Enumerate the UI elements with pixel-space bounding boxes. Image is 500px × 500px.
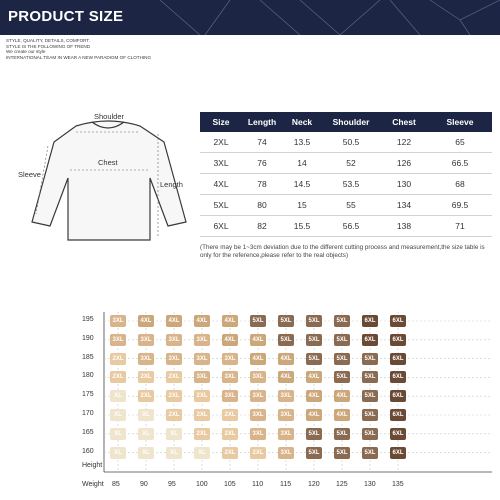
weight-tick-label: 115 (280, 481, 292, 488)
size-cell: XL (110, 409, 126, 421)
height-tick-label: 175 (82, 391, 94, 399)
size-cell: 6XL (390, 447, 406, 459)
cell-length: 74 (257, 137, 267, 147)
size-cell: 3XL (250, 390, 266, 402)
cell-neck: 13.5 (293, 137, 311, 147)
size-cell: 3XL (194, 353, 210, 365)
size-cell: 6XL (390, 334, 406, 346)
header-length: Length (247, 117, 277, 127)
size-cell: 6XL (390, 428, 406, 440)
cell-shoulder: 55 (346, 200, 356, 210)
size-cell: XL (138, 428, 154, 440)
size-cell: 5XL (362, 390, 378, 402)
cell-neck: 14.5 (293, 179, 311, 189)
size-cell: 5XL (334, 428, 350, 440)
height-tick-label: 165 (82, 428, 94, 436)
size-cell: 2XL (110, 371, 126, 383)
height-tick-label: 190 (82, 334, 94, 342)
tagline-line: INTERNATIONAL TEAM IN WEAR A NEW PARADIGM OF CLOTHING (6, 54, 152, 60)
cell-size: 6XL (213, 221, 229, 231)
size-cell: 6XL (390, 371, 406, 383)
cell-shoulder: 50.5 (342, 137, 360, 147)
size-cell: 2XL (250, 447, 266, 459)
size-cell: 3XL (166, 353, 182, 365)
weight-tick-label: 100 (196, 481, 208, 488)
page-title: PRODUCT SIZE (8, 6, 128, 28)
size-cell: 3XL (278, 409, 294, 421)
cell-length: 78 (257, 179, 267, 189)
size-cell: 5XL (250, 315, 266, 327)
size-cell: 6XL (362, 315, 378, 327)
size-cell: 5XL (362, 428, 378, 440)
size-cell: XL (166, 428, 182, 440)
size-cell: 4XL (306, 390, 322, 402)
size-cell: 5XL (306, 447, 322, 459)
size-cell: 6XL (390, 315, 406, 327)
cell-sleeve: 68 (455, 179, 465, 189)
size-cell: 5XL (278, 315, 294, 327)
size-cell: 3XL (250, 409, 266, 421)
size-cell: 6XL (390, 390, 406, 402)
size-cell: XL (110, 390, 126, 402)
cell-shoulder: 52 (346, 158, 356, 168)
weight-tick-label: 130 (364, 481, 376, 488)
height-tick-label: 185 (82, 353, 94, 361)
size-cell: 2XL (194, 428, 210, 440)
shoulder-label: Shoulder (94, 112, 125, 121)
size-cell: 4XL (334, 409, 350, 421)
cell-chest: 134 (396, 200, 412, 210)
height-axis-label: Height (82, 462, 103, 469)
size-cell: 2XL (222, 447, 238, 459)
cell-neck: 15.5 (293, 221, 311, 231)
size-cell: 3XL (278, 447, 294, 459)
size-cell: 4XL (138, 315, 154, 327)
size-cell: 2XL (110, 353, 126, 365)
size-cell: 3XL (222, 371, 238, 383)
size-cell: 3XL (194, 371, 210, 383)
sleeve-label: Sleeve (18, 170, 41, 179)
size-cell: 5XL (334, 353, 350, 365)
cell-sleeve: 66.5 (451, 158, 469, 168)
cell-length: 82 (257, 221, 267, 231)
size-cell: 4XL (194, 315, 210, 327)
size-cell: 3XL (110, 334, 126, 346)
weight-tick-label: 85 (112, 481, 120, 488)
weight-tick-label: 90 (140, 481, 148, 488)
size-cell: XL (110, 447, 126, 459)
size-cell: XL (138, 409, 154, 421)
header-sleeve: Sleeve (446, 117, 474, 127)
size-cell: XL (138, 447, 154, 459)
size-cell: 4XL (166, 315, 182, 327)
cell-chest: 122 (396, 137, 412, 147)
weight-tick-label: 135 (392, 481, 404, 488)
size-cell: 3XL (250, 371, 266, 383)
header-chest: Chest (392, 117, 416, 127)
size-cell: 3XL (222, 353, 238, 365)
size-cell: 2XL (166, 390, 182, 402)
cell-chest: 138 (396, 221, 412, 231)
size-cell: 4XL (222, 334, 238, 346)
weight-tick-label: 105 (224, 481, 236, 488)
height-tick-label: 195 (82, 316, 94, 323)
size-cell: 2XL (138, 390, 154, 402)
cell-size: 4XL (213, 179, 229, 189)
cell-chest: 126 (396, 158, 412, 168)
size-cell: 4XL (250, 334, 266, 346)
size-cell: 4XL (250, 353, 266, 365)
size-cell: 6XL (390, 409, 406, 421)
size-cell: 4XL (306, 371, 322, 383)
cell-neck: 14 (297, 158, 307, 168)
size-cell: 2XL (138, 371, 154, 383)
size-cell: 6XL (362, 334, 378, 346)
size-cell: 3XL (194, 334, 210, 346)
size-cell: 4XL (334, 390, 350, 402)
weight-tick-label: 95 (168, 481, 176, 488)
cell-size: 3XL (213, 158, 229, 168)
size-cell: 3XL (110, 315, 126, 327)
height-tick-label: 180 (82, 372, 94, 380)
cell-sleeve: 69.5 (451, 200, 469, 210)
weight-axis-label: Weight (82, 481, 104, 488)
size-cell: 3XL (138, 334, 154, 346)
size-cell: 6XL (390, 353, 406, 365)
size-cell: 2XL (194, 390, 210, 402)
height-tick-label: 160 (82, 447, 94, 455)
size-cell: 3XL (222, 390, 238, 402)
cell-length: 80 (257, 200, 267, 210)
size-cell: 5XL (362, 353, 378, 365)
cell-chest: 130 (396, 179, 412, 189)
chest-label: Chest (98, 158, 118, 167)
height-tick-label: 170 (82, 410, 94, 417)
size-cell: 5XL (362, 409, 378, 421)
size-cell: 3XL (138, 353, 154, 365)
size-cell: 5XL (362, 447, 378, 459)
size-cell: 3XL (250, 428, 266, 440)
size-cell: 4XL (278, 353, 294, 365)
size-cell: 3XL (278, 390, 294, 402)
size-cell: XL (194, 447, 210, 459)
tagline-line: STYLE, QUALITY, DETAILS, COMFORT. (6, 38, 90, 43)
size-cell: 5XL (334, 334, 350, 346)
weight-tick-label: 120 (308, 481, 320, 488)
size-cell: 5XL (306, 315, 322, 327)
size-note: (There may be 1~3cm deviation due to the different cutting process and measurement,the size table is only for the reference,please refer to the real objects) (200, 244, 485, 260)
size-cell: 5XL (334, 371, 350, 383)
cell-length: 76 (257, 158, 267, 168)
cell-shoulder: 56.5 (342, 221, 360, 231)
size-cell: 2XL (194, 409, 210, 421)
size-cell: 3XL (278, 428, 294, 440)
size-cell: 5XL (362, 371, 378, 383)
weight-tick-label: 125 (336, 481, 348, 488)
size-cell: 4XL (306, 409, 322, 421)
cell-shoulder: 53.5 (342, 179, 360, 189)
size-cell: 4XL (278, 371, 294, 383)
header-neck: Neck (291, 117, 313, 127)
size-cell: XL (166, 447, 182, 459)
size-cell: 5XL (278, 334, 294, 346)
size-cell: 2XL (222, 428, 238, 440)
weight-tick-label: 110 (252, 481, 264, 488)
length-label: Length (160, 180, 183, 189)
size-cell: 5XL (334, 315, 350, 327)
size-cell: 4XL (222, 315, 238, 327)
size-cell: 2XL (166, 409, 182, 421)
cell-sleeve: 71 (455, 221, 465, 231)
header-shoulder: Shoulder (332, 117, 370, 127)
size-cell: 3XL (166, 334, 182, 346)
size-cell: 5XL (306, 334, 322, 346)
cell-size: 2XL (213, 137, 229, 147)
size-cell: XL (110, 428, 126, 440)
tagline-line: We create our style (6, 49, 46, 55)
tagline-line: STYLE IS THE FOLLOWING OF TREND (6, 43, 91, 49)
size-cell: 5XL (334, 447, 350, 459)
cell-size: 5XL (213, 200, 229, 210)
size-cell: 5XL (306, 353, 322, 365)
cell-sleeve: 65 (455, 137, 465, 147)
size-cell: 2XL (222, 409, 238, 421)
cell-neck: 15 (297, 200, 307, 210)
header-size: Size (212, 117, 230, 127)
size-cell: 2XL (166, 371, 182, 383)
size-cell: 5XL (306, 428, 322, 440)
